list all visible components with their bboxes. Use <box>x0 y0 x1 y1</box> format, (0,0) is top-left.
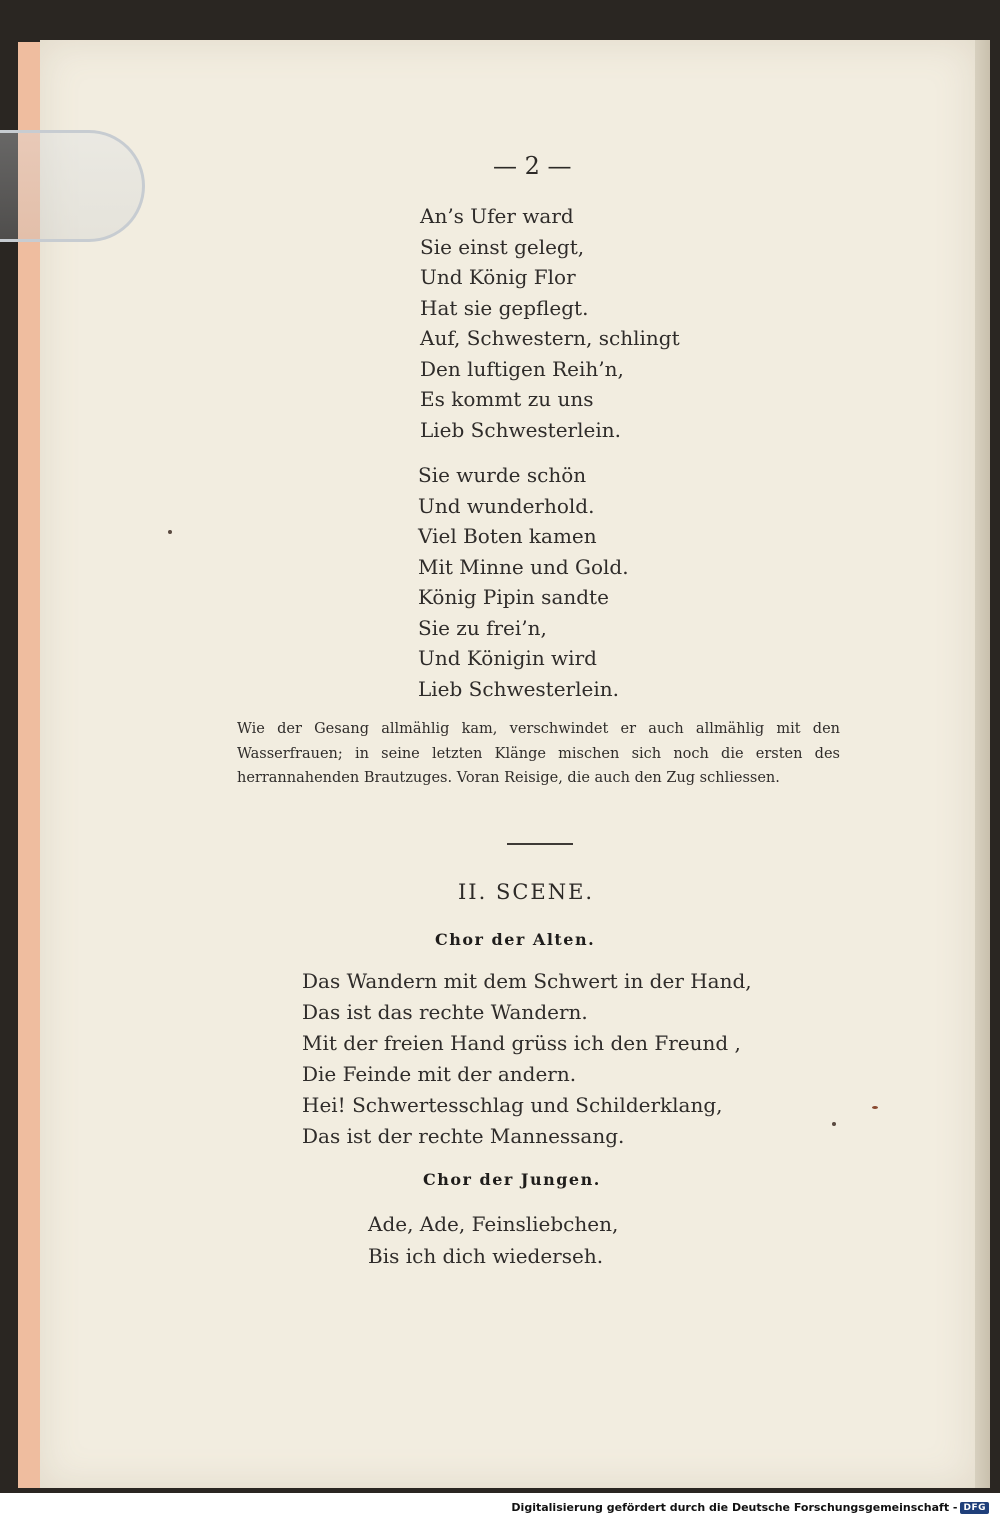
verse-line: Das Wandern mit dem Schwert in der Hand, <box>302 969 752 993</box>
verse-line: Und König Flor <box>420 265 576 289</box>
verse-line: Ade, Ade, Feinsliebchen, <box>368 1212 619 1236</box>
verse-line: Mit der freien Hand grüss ich den Freund , <box>302 1031 741 1055</box>
verse-line: Auf, Schwestern, schlingt <box>420 326 680 350</box>
stage-direction: Wie der Gesang allmählig kam, verschwindet er auch allmählig mit den Wasserfrauen; in seine letzten Klänge mischen sich noch die ersten des herrannahenden Brautzuges. Voran Reisige, die auch den Zug schliessen. <box>237 721 840 786</box>
scene-title: II. SCENE. <box>458 880 595 904</box>
paper-speck <box>872 1106 878 1109</box>
verse-second <box>418 460 629 704</box>
verse-line: Das ist das rechte Wandern. <box>302 1000 588 1024</box>
verse-line: Und Königin wird <box>418 646 597 670</box>
verse-line: Mit Minne und Gold. <box>418 554 629 579</box>
verse-line: An’s Ufer ward <box>420 204 574 228</box>
verse-line: Den luftigen Reih’n, <box>420 356 624 381</box>
verse-line: Lieb Schwesterlein. <box>418 676 619 701</box>
paper-clip <box>0 130 145 242</box>
verse-line: Die Feinde mit der andern. <box>302 1062 577 1086</box>
verse-line: Hei! Schwertesschlag und Schilderklang, <box>302 1093 723 1117</box>
footer-credit <box>508 1500 992 1515</box>
verse-line: Sie einst gelegt, <box>420 234 585 259</box>
footer-credit-text: Digitalisierung gefördert durch die Deutsche Forschungsgemeinschaft - <box>511 1501 958 1514</box>
verse-line: Viel Boten kamen <box>418 524 597 548</box>
verse-line: Hat sie gepflegt. <box>420 295 589 320</box>
paper-speck <box>832 1122 836 1126</box>
page-number: — 2 — <box>493 152 572 180</box>
verse-line: Sie wurde schön <box>418 463 587 487</box>
verse-line: König Pipin sandte <box>418 585 609 609</box>
verse-line: Lieb Schwesterlein. <box>420 417 621 442</box>
paper-speck <box>168 530 172 534</box>
verse-chorus-young <box>368 1208 618 1272</box>
section-divider <box>507 843 573 845</box>
chorus-heading-young: Chor der Jungen. <box>423 1170 601 1189</box>
verse-line: Es kommt zu uns <box>420 387 594 411</box>
verse-line: Bis ich dich wiederseh. <box>368 1244 604 1268</box>
dfg-logo-icon: DFG <box>960 1502 989 1514</box>
verse-line: Und wunderhold. <box>418 493 595 518</box>
chorus-heading-old: Chor der Alten. <box>435 930 596 949</box>
footer-bar <box>0 1493 1000 1521</box>
verse-line: Sie zu frei’n, <box>418 615 547 640</box>
verse-first <box>420 201 680 445</box>
verse-chorus-old <box>302 966 752 1152</box>
verse-line: Das ist der rechte Mannessang. <box>302 1124 625 1148</box>
